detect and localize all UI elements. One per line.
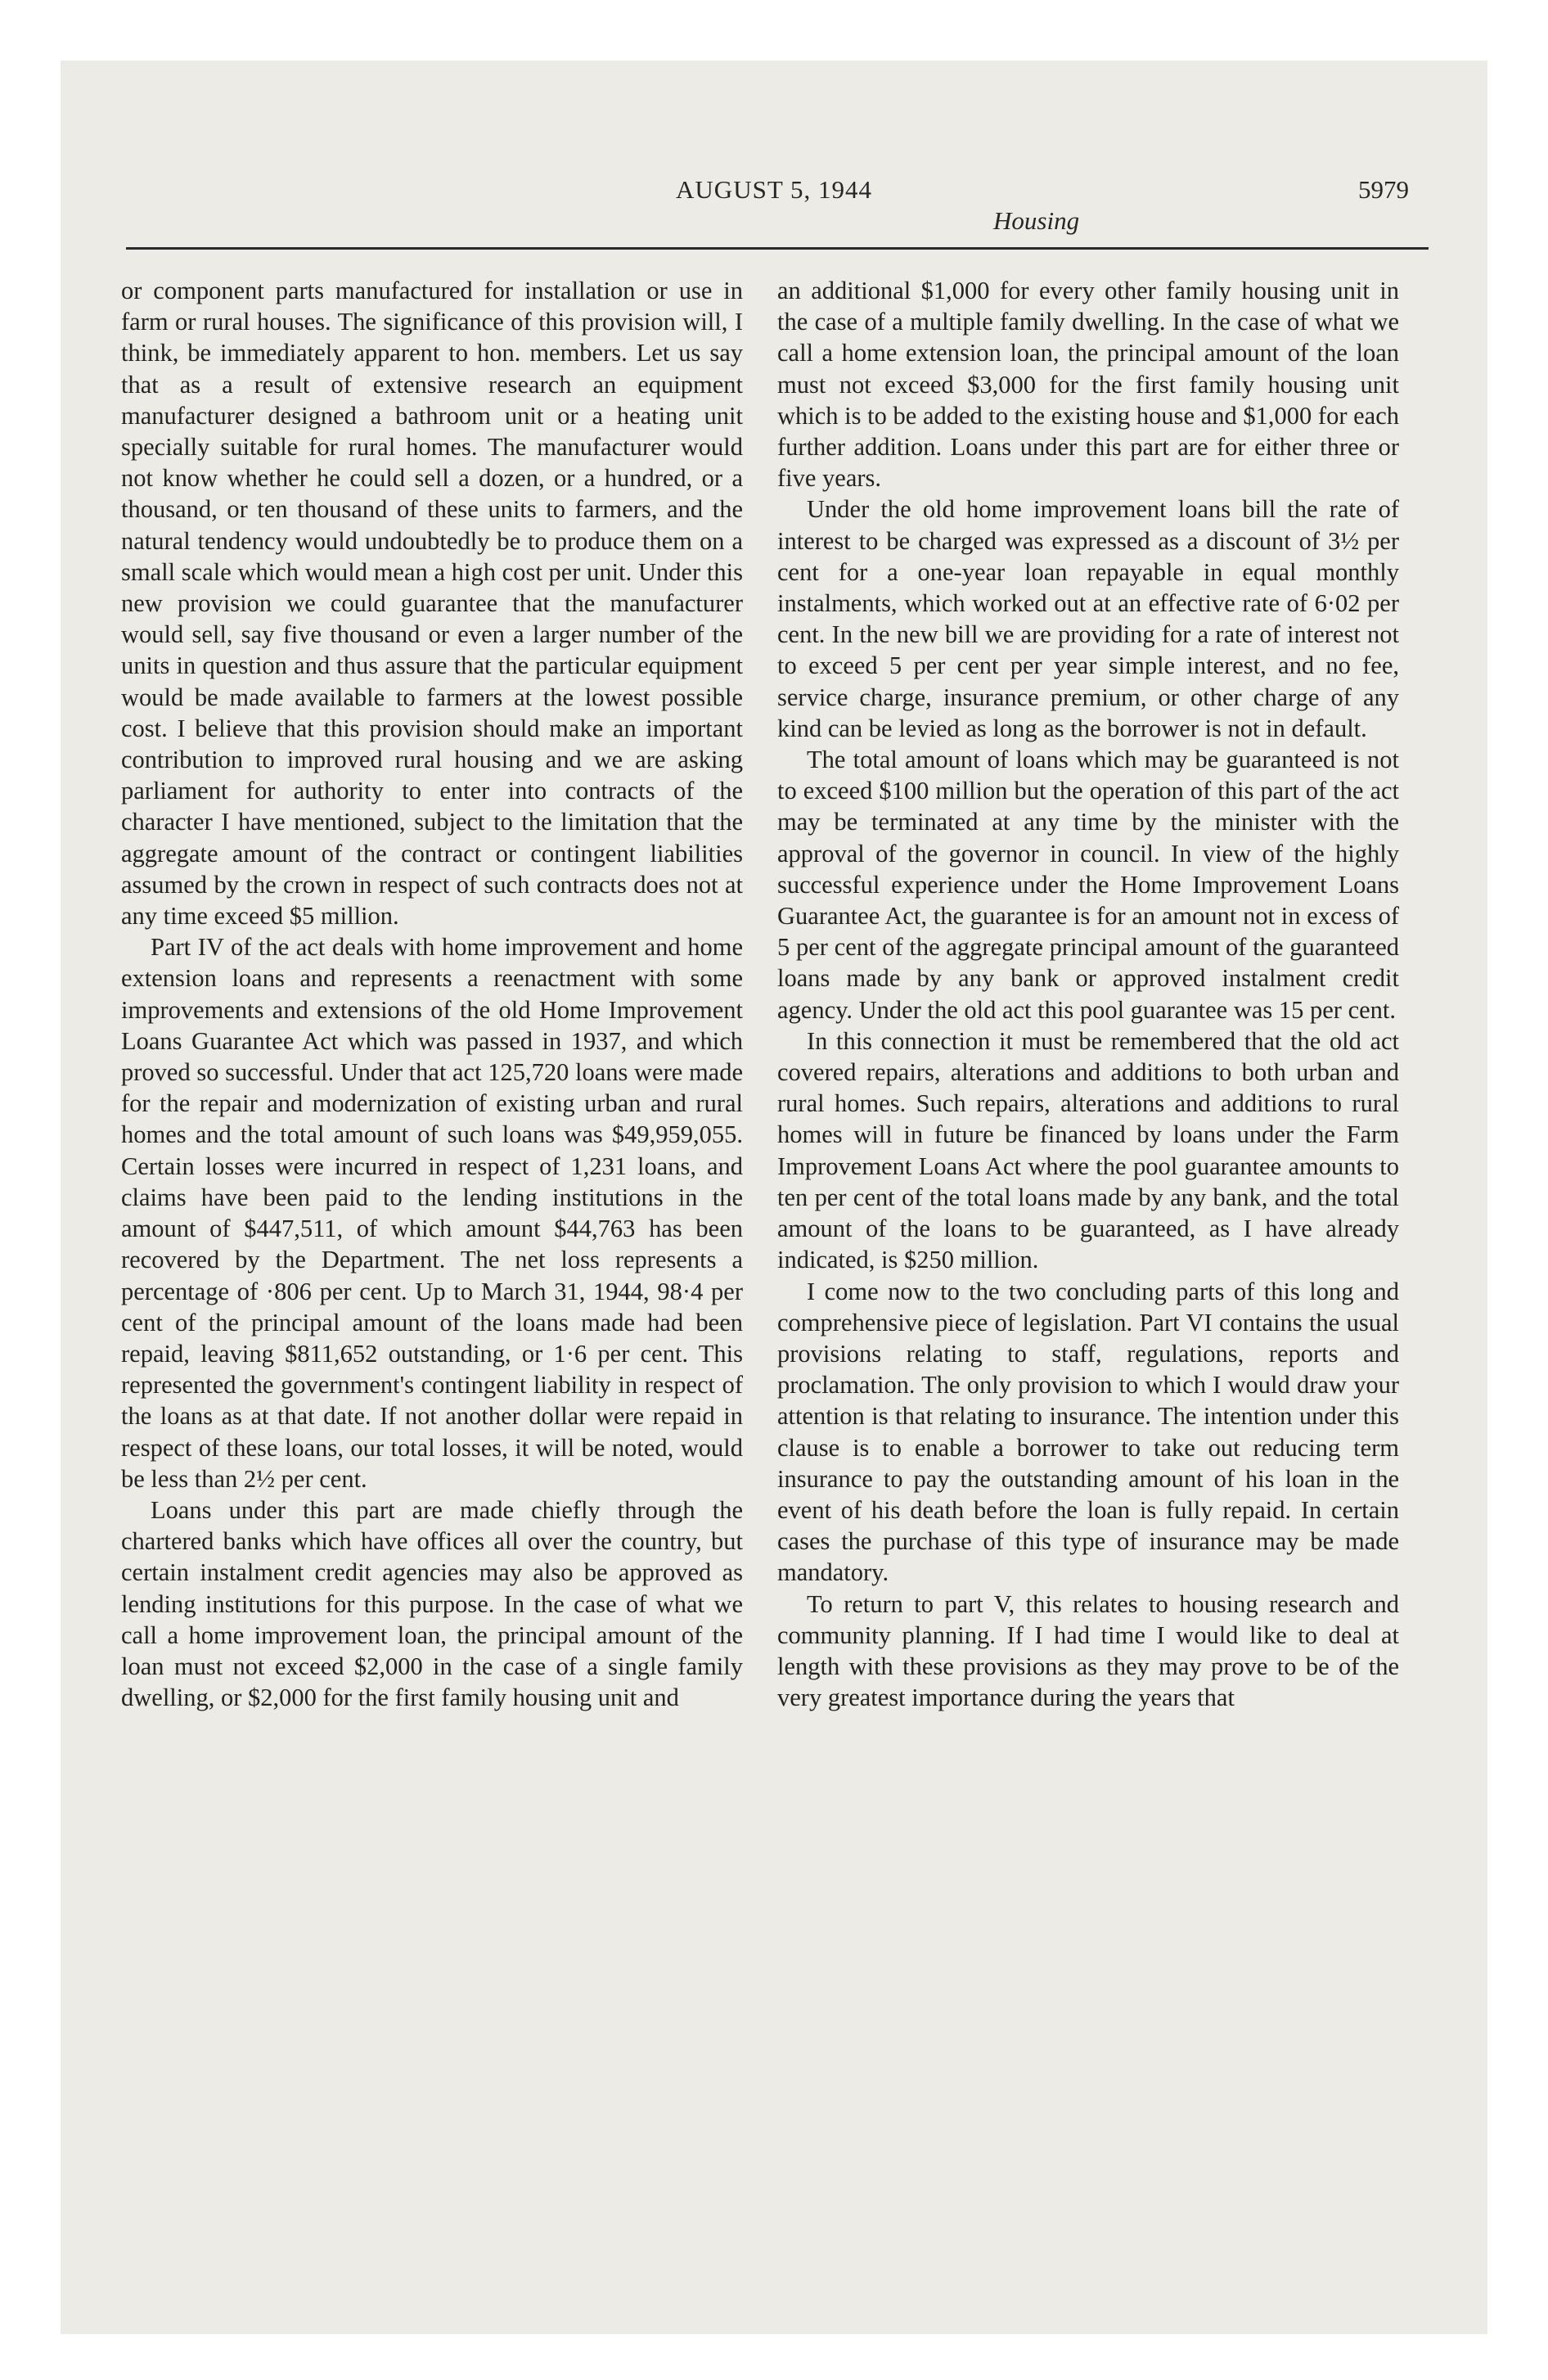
header-rule [126,247,1429,250]
page-header [61,61,1487,257]
paragraph: To return to part V, this relates to housing research and community planning. If I had time I would like to deal at length with these provisions as they may prove to be of the very greatest importance during the years that [777,1589,1399,1712]
paragraph: The total amount of loans which may be guaranteed is not to exceed $100 million but the operation of this part of the act may be terminated at any time by the minister with the approval of the governor in council. In view of the highly successful experience under the Home Improvement Loans Guarantee Act, the guarantee is for an amount not in excess of 5 per cent of the aggregate principal amount of the guaranteed loans made by any bank or approved instalment credit agency. Under the old act this pool guarantee was 15 per cent. [777,746,1399,1024]
paragraph: In this connection it must be remembered that the old act covered repairs, alterations and additions to both urban and rural homes. Such repairs, alterations and additions to rural homes will in future be financed by loans under the Farm Improvement Loans Act where the pool guarantee amounts to ten per cent of the total loans made by any bank, and the total amount of the loans to be guaranteed, as I have already indicated, is $250 million. [777,1026,1399,1274]
paragraph: Under the old home improvement loans bill the rate of interest to be charged was expressed as a discount of 3½ per cent for a one-year loan repayable in equal monthly instalments, which worked out at an effective rate of 6·02 per cent. In the new bill we are providing for a rate of interest not to exceed 5 per cent per year simple interest, and no fee, service charge, insurance premium, or other charge of any kind can be levied as long as the borrower is not in default. [777,495,1399,742]
paragraph: I come now to the two concluding parts of this long and comprehensive piece of legislation. Part VI contains the usual provisions relating to staff, regulations, reports and proclamation. The only provision to which I would draw your attention is that relating to insurance. The intention under this clause is to enable a borrower to take out reducing term insurance to pay the outstanding amount of his loan in the event of his death before the loan is fully repaid. In certain cases the purchase of this type of insurance may be made mandatory. [777,1277,1399,1587]
header-date: AUGUST 5, 1944 [676,175,872,204]
paragraph: Loans under this part are made chiefly through the chartered banks which have offices all over the country, but certain instalment credit agencies may also be approved as lending institutions for this purpose. In the case of what we call a home improvement loan, the principal amount of the loan must not exceed $2,000 in the case of a single family dwelling, or $2,000 for the first family housing unit and [121,1495,743,1712]
page-number: 5979 [1358,175,1409,204]
paragraph: Part IV of the act deals with home improvement and home extension loans and represents a reenactment with some improvements and extensions of the old Home Improvement Loans Guarantee Act which was passed in 1937, and which proved so successful. Under that act 125,720 loans were made for the repair and modernization of existing urban and rural homes and the total amount of such loans was $49,959,055. Certain losses were incurred in respect of 1,231 loans, and claims have been paid to the lending institutions in the amount of $447,511, of which amount $44,763 has been recovered by the Department. The net loss represents a percentage of ·806 per cent. Up to March 31, 1944, 98·4 per cent of the principal amount of the loans made had been repaid, leaving $811,652 outstanding, or 1·6 per cent. This represented the government's contingent liability in respect of the loans as at that date. If not another dollar were repaid in respect of these loans, our total losses, it will be noted, would be less than 2½ per cent. [121,933,743,1493]
document-page [61,61,1487,2334]
right-column [777,275,1399,1713]
paragraph: or component parts manufactured for installation or use in farm or rural houses. The significance of this provision will, I think, be immediately apparent to hon. members. Let us say that as a result of extensive research an equipment manufacturer designed a bathroom unit or a heating unit specially suitable for rural homes. The manufacturer would not know whether he could sell a dozen, or a hundred, or a thousand, or ten thousand of these units to farmers, and the natural tendency would undoubtedly be to produce them on a small scale which would mean a high cost per unit. Under this new provision we could guarantee that the manufacturer would sell, say five thousand or even a larger number of the units in question and thus assure that the particular equipment would be made available to farmers at the lowest possible cost. I believe that this provision should make an important contribution to improved rural housing and we are asking parliament for authority to enter into contracts of the character I have mentioned, subject to the limitation that the aggregate amount of the contract or contingent liabilities assumed by the crown in respect of such contracts does not at any time exceed $5 million. [121,277,743,931]
paragraph: an additional $1,000 for every other family housing unit in the case of a multiple family dwelling. In the case of what we call a home extension loan, the principal amount of the loan must not exceed $3,000 for the first family housing unit which is to be added to the existing house and $1,000 for each further addition. Loans under this part are for either three or five years. [777,277,1399,493]
left-column [121,275,743,1713]
section-title: Housing [993,206,1080,235]
